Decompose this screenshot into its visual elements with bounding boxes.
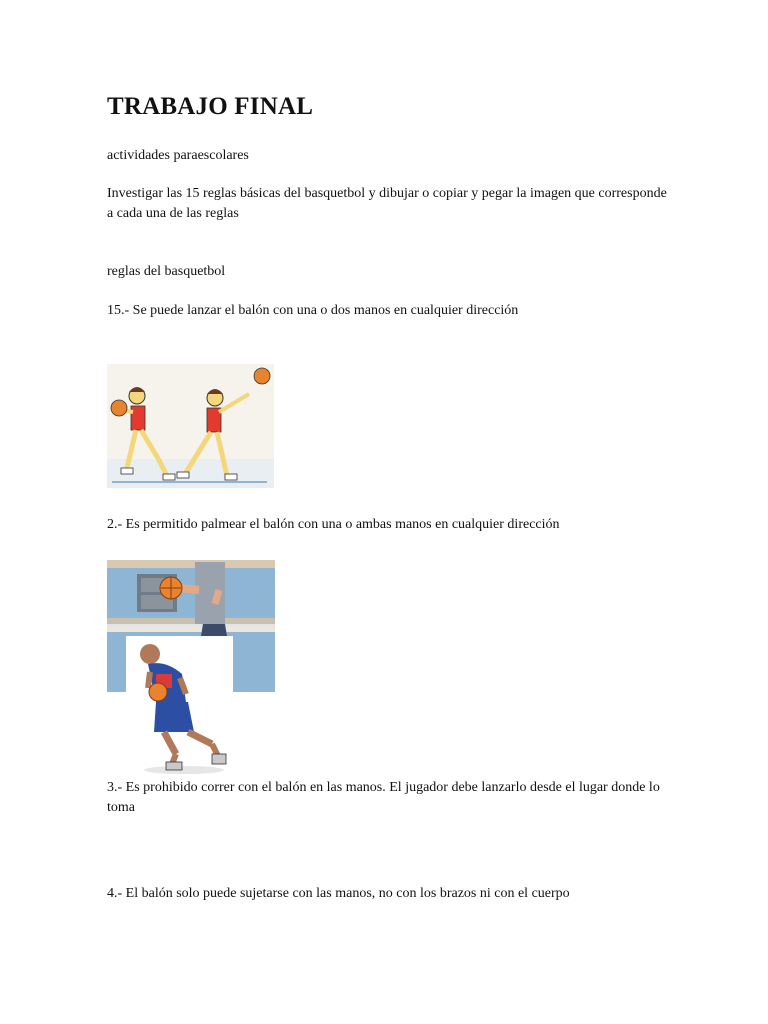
section-heading: reglas del basquetbol [107,264,226,279]
rule-2-illustration-dribbler [126,636,233,776]
subtitle: actividades paraescolares [107,148,249,163]
rule-3-text: 3.- Es prohibido correr con el balón en las manos. El jugador debe lanzarlo desde el lugar donde lo toma [107,780,660,815]
rule-4-text: 4.- El balón solo puede sujetarse con las manos, no con los brazos ni con el cuerpo [107,886,570,901]
instructions: Investigar las 15 reglas básicas del basquetbol y dibujar o copiar y pegar la imagen que corresponde a cada una de las reglas [107,186,667,221]
page-title: TRABAJO FINAL [107,93,314,120]
rule-15-illustration [107,364,274,488]
rule-2-text: 2.- Es permitido palmear el balón con una o ambas manos en cualquier dirección [107,517,560,532]
rule-15-text: 15.- Se puede lanzar el balón con una o dos manos en cualquier dirección [107,303,519,318]
